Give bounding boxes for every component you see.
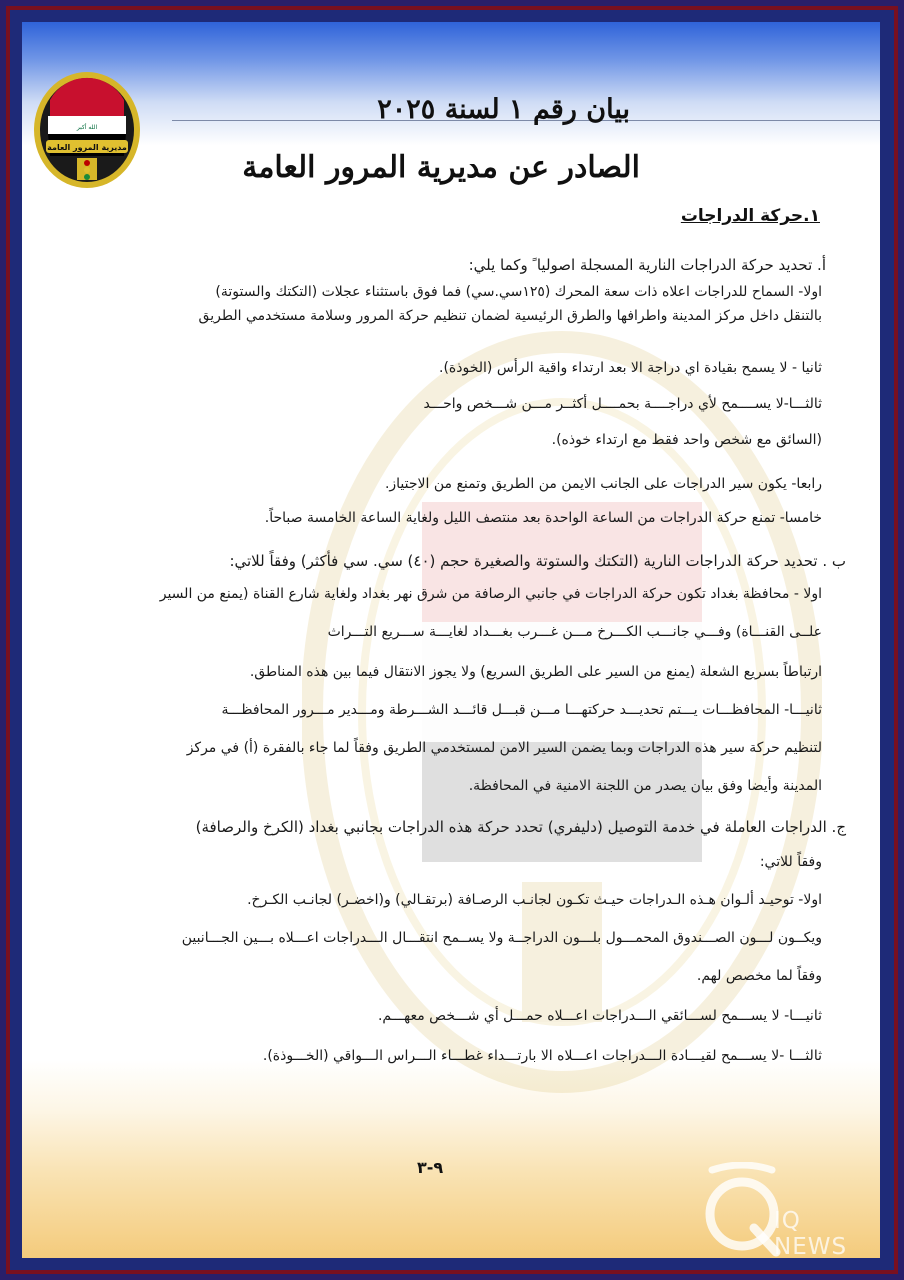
clause-a-item-3-line2: (السائق مع شخص واحد فقط مع ارتداء خوذه). — [551, 432, 822, 448]
clause-b: ب . تحديد حركة الدراجات النارية (التكتك والستوتة والصغيرة حجم (٤٠) سي. سي فأكثر) وفقاً للاتي: — [229, 552, 846, 570]
issuer-title: الصادر عن مديرية المرور العامة — [242, 150, 640, 185]
page-number: ٩-٣ — [417, 1158, 444, 1177]
clause-c-item-3: ثالثـــا -لا يســـمح لقيـــادة الـــدراجات اعـــلاه الا بارتـــداء غطـــاء الـــراس الـــواقي (الخـــوذة). — [262, 1048, 822, 1064]
logo-text: مديرية المرور العامة — [47, 143, 127, 152]
clause-a-item-5: خامسا- تمنع حركة الدراجات من الساعة الواحدة بعد منتصف الليل ولغاية الساعة الخامسة صباحاً. — [264, 510, 822, 526]
iqnews-watermark-text: IQ NEWS — [774, 1208, 848, 1258]
clause-c: ج. الدراجات العاملة في خدمة التوصيل (دليفري) تحدد حركة هذه الدراجات بجانبي بغداد (الكرخ والرصافة) — [195, 818, 846, 836]
section-heading: ١.حركة الدراجات — [680, 206, 820, 226]
clause-a-item-2: ثانيا - لا يسمح بقيادة اي دراجة الا بعد ارتداء واقية الرأس (الخوذة). — [439, 360, 822, 376]
clause-b-item-1-line1: اولا - محافظة بغداد تكون حركة الدراجات في جانبي الرصافة من شرق نهر بغداد ولغاية شارع القناة (يمنع من السير — [159, 586, 822, 602]
clause-b-item-2-line1: ثانيـــا- المحافظـــات يـــتم تحديـــد حركتهـــا مـــن قبـــل قائـــد الشـــرطة ومـــدير مـــرور المحافظـــة — [221, 702, 822, 718]
document-page — [22, 22, 880, 1258]
clause-c-item-2: ثانيـــا- لا يســـمح لســـائقي الـــدراجات اعـــلاه حمـــل أي شـــخص معهـــم. — [377, 1008, 822, 1024]
clause-b-item-2-line3: المدينة وأيضا وفق بيان يصدر من اللجنة الامنية في المحافظة. — [468, 778, 822, 794]
flag-text: الله أكبر — [76, 124, 98, 131]
clause-c-item-1-line3: وفقاً لما مخصص لهم. — [696, 968, 822, 984]
statement-number-title: بيان رقم ١ لسنة ٢٠٢٥ — [377, 94, 630, 125]
traffic-directorate-logo-icon — [32, 70, 142, 190]
clause-a: أ. تحديد حركة الدراجات النارية المسجلة اصوليا ً وكما يلي: — [468, 256, 826, 274]
clause-b-item-1-line2: علــى القنـــاة) وفـــي جانـــب الكـــرخ مـــن غـــرب بغـــداد لغايـــة ســـريع التـــراث — [327, 624, 822, 640]
clause-b-item-1-line3: ارتباطاً بسريع الشعلة (يمنع من السير على الطريق السريع) ولا يجوز الانتقال فيما بين هذه المناطق. — [249, 664, 822, 680]
clause-c-item-1-line1: اولا- توحيـد ألـوان هـذه الـدراجات حيـث تكـون لجانـب الرصـافة (برتقـالي) و(اخضـر) لجانـب الكـرخ. — [247, 892, 822, 908]
clause-c-item-1-line2: ويكــون لـــون الصـــندوق المحمـــول بلـــون الدراجــة ولا يســمح انتقـــال الـــدراجات اعـــلاه بـــين الجـــانبين — [181, 930, 822, 946]
clause-a-item-3-line1: ثالثـــا-لا يســــمح لأي دراجــــة بحمــــل أكثــر مـــن شـــخص واحـــد — [423, 396, 822, 412]
clause-a-item-1-line1: اولا- السماح للدراجات اعلاه ذات سعة المحرك (١٢٥سي.سي) فما فوق باستثناء عجلات (التكتك والستوتة) — [215, 284, 822, 300]
clause-c-intro: وفقاً للاتي: — [759, 854, 822, 870]
clause-a-item-1-line2: بالتنقل داخل مركز المدينة واطرافها والطرق الرئيسية لضمان تنظيم حركة المرور وسلامة مستخدمي الطريق — [198, 308, 822, 324]
clause-b-item-2-line2: لتنظيم حركة سير هذه الدراجات وبما يضمن السير الامن لمستخدمي الطريق وفقاً لما جاء بالفقرة (أ) في مركز — [186, 740, 822, 756]
clause-a-item-4: رابعا- يكون سير الدراجات على الجانب الايمن من الطريق وتمنع من الاجتياز. — [384, 476, 822, 492]
